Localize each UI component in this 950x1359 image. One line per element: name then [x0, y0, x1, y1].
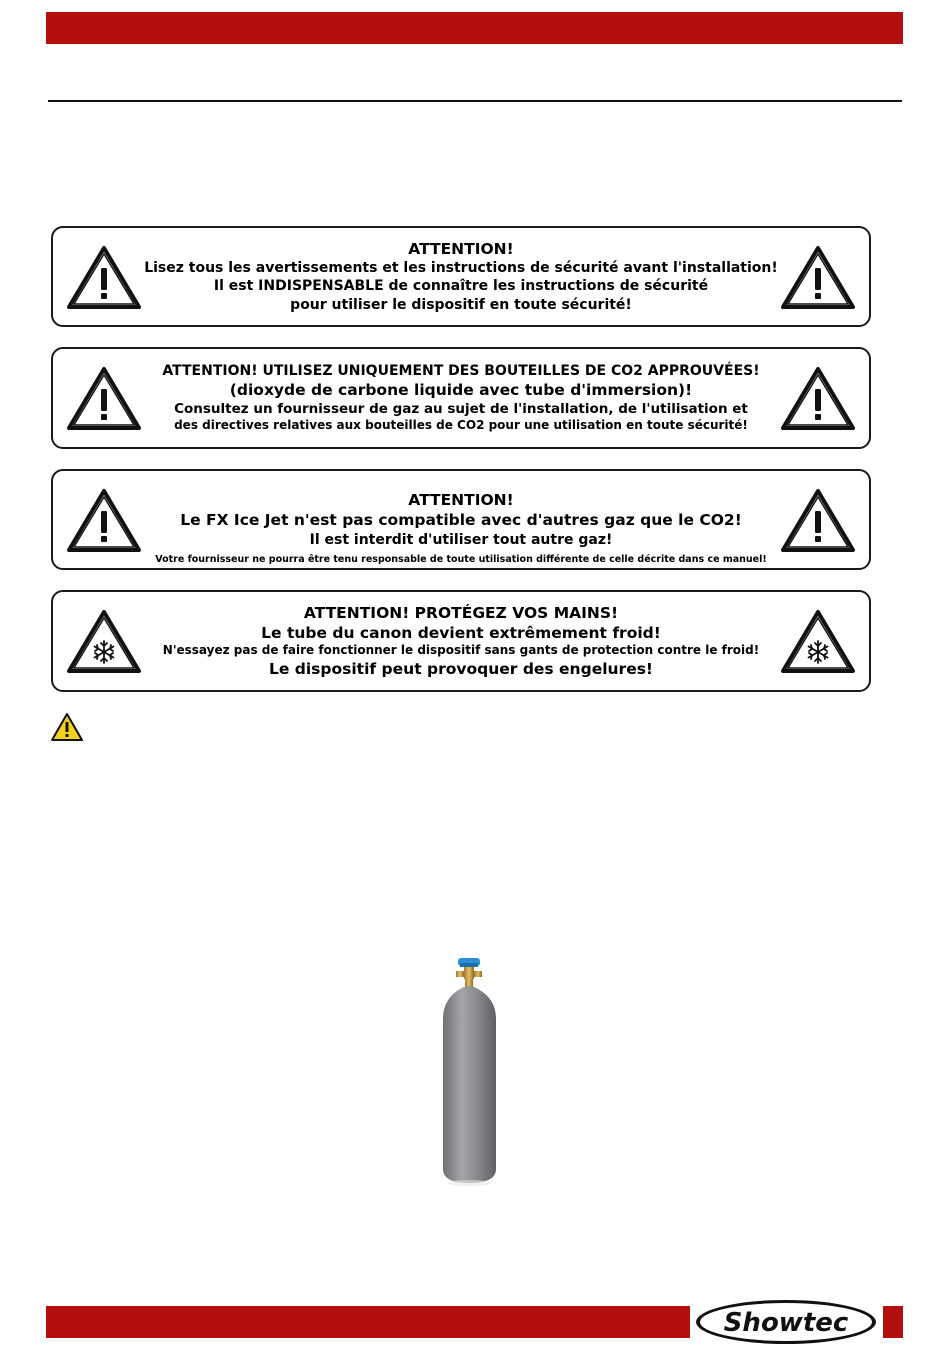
snowflake-warning-icon: [780, 608, 856, 674]
warning-line: Il est INDISPENSABLE de connaître les instructions de sécurité: [213, 278, 709, 295]
warning-box-approved-co2: [51, 347, 871, 449]
warning-title: ATTENTION! UTILISEZ UNIQUEMENT DES BOUTEILLES DE CO2 APPROUVÉES!: [162, 363, 760, 380]
warning-line: Lisez tous les avertissements et les instructions de sécurité avant l'installation!: [144, 260, 778, 277]
co2-cylinder-icon: [430, 955, 510, 1187]
exclamation-warning-icon: [66, 365, 142, 431]
exclamation-warning-icon: [780, 487, 856, 553]
yellow-warning-icon: [50, 712, 84, 742]
warning-line: Il est interdit d'utiliser tout autre gaz!: [309, 531, 613, 548]
warning-title: ATTENTION!: [408, 240, 514, 259]
showtec-logo: [694, 1298, 878, 1346]
footer-red-bar: [46, 1306, 690, 1338]
warning-line: Le dispositif peut provoquer des engelures!: [268, 659, 654, 678]
warning-title: ATTENTION!: [408, 491, 514, 510]
footer-red-bar-end: [883, 1306, 903, 1338]
exclamation-warning-icon: [66, 487, 142, 553]
logo-text: Showtec: [723, 1308, 849, 1338]
warning-title: ATTENTION! PROTÉGEZ VOS MAINS!: [303, 603, 619, 622]
warning-line: Consultez un fournisseur de gaz au sujet de l'installation, de l'utilisation et: [174, 400, 748, 417]
warning-line: Le tube du canon devient extrêmement froid!: [261, 624, 661, 643]
warning-line: (dioxyde de carbone liquide avec tube d'immersion)!: [229, 381, 693, 400]
warning-line: des directives relatives aux bouteilles de CO2 pour une utilisation en toute sécurité!: [174, 418, 748, 433]
exclamation-warning-icon: [66, 244, 142, 310]
warning-disclaimer: Votre fournisseur ne pourra être tenu responsable de toute utilisation différente de celle décrite dans ce manuel!: [155, 554, 767, 565]
header-red-bar: [46, 12, 903, 44]
warning-box-protect-hands: [51, 590, 871, 692]
warning-line: pour utiliser le dispositif en toute sécurité!: [290, 296, 632, 313]
exclamation-warning-icon: [780, 244, 856, 310]
snowflake-warning-icon: [66, 608, 142, 674]
header-rule: [48, 100, 902, 102]
warning-line: N'essayez pas de faire fonctionner le dispositif sans gants de protection contre le froid!: [162, 643, 760, 658]
exclamation-warning-icon: [780, 365, 856, 431]
warning-line: Le FX Ice Jet n'est pas compatible avec d'autres gaz que le CO2!: [180, 511, 742, 530]
warning-box-read-instructions: [51, 226, 871, 327]
warning-box-co2-only: [51, 469, 871, 570]
